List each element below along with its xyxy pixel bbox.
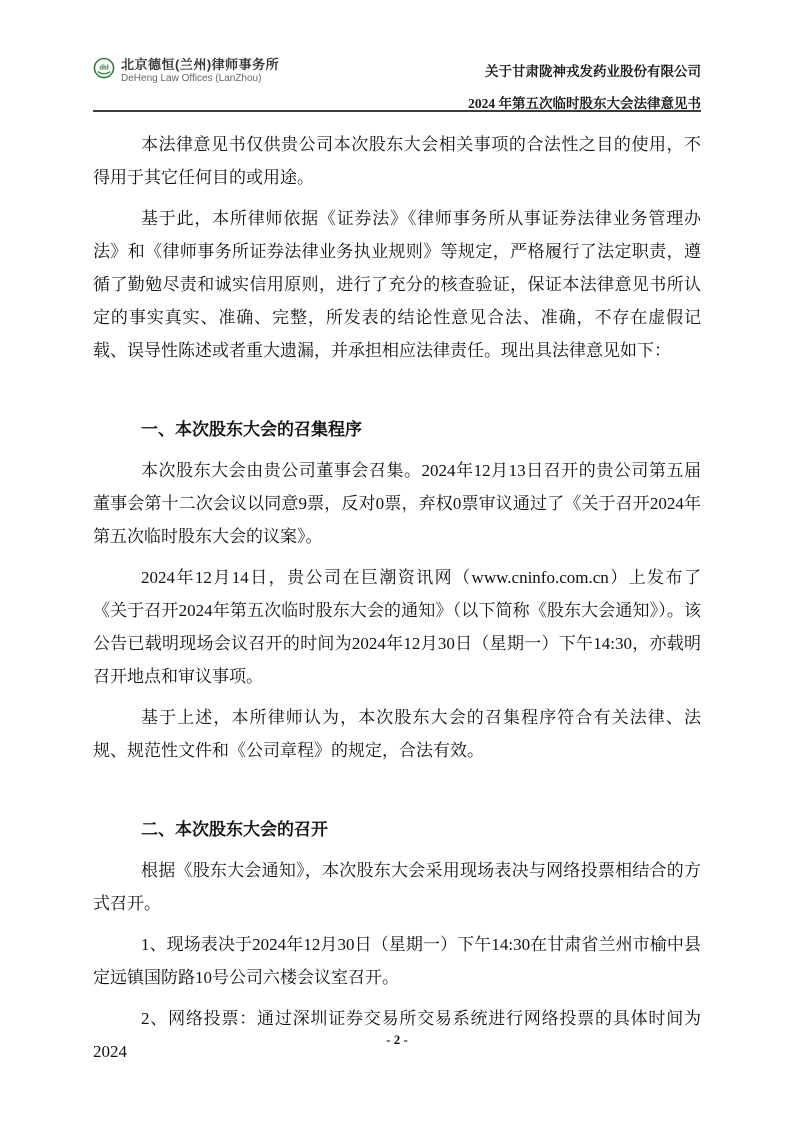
paragraph-usage-restriction: 本法律意见书仅供贵公司本次股东大会相关事项的合法性之目的使用，不得用于其它任何目的或用途。 <box>93 135 701 187</box>
paragraph-online-voting-details: 2、网络投票：通过深圳证券交易所交易系统进行网络投票的具体时间为2024 <box>93 1009 701 1061</box>
firm-name-chinese: 北京德恒(兰州)律师事务所 <box>121 57 280 72</box>
document-body <box>93 112 701 1068</box>
page-footer <box>0 1032 794 1048</box>
document-reference <box>468 56 701 120</box>
paragraph-meeting-notice-publication: 2024年12月14日，贵公司在巨潮资讯网（www.cninfo.com.cn）上发布了《关于召开2024年第五次临时股东大会的通知》（以下简称《股东大会通知》）。该公告已载明现场会议召开的时间为2024年12月30日（星期一）下午14:30，亦载明召开地点和审议事项。 <box>93 568 701 686</box>
paragraph-lawyer-duty-statement: 基于此，本所律师依据《证券法》《律师事务所从事证券法律业务管理办法》和《律师事务所证券法律业务执业规则》等规定，严格履行了法定职责，遵循了勤勉尽责和诚实信用原则，进行了充分的核查验证，保证本法律意见书所认定的事实真实、准确、完整，所发表的结论性意见合法、准确，不存在虚假记载、误导性陈述或者重大遗漏，并承担相应法律责任。现出具法律意见如下： <box>93 209 701 360</box>
svg-text:dhl: dhl <box>99 64 109 72</box>
paragraph-convening-conclusion: 基于上述，本所律师认为，本次股东大会的召集程序符合有关法律、法规、规范性文件和《公司章程》的规定，合法有效。 <box>93 708 701 760</box>
section-heading-meeting-holding: 二、本次股东大会的召开 <box>141 820 328 839</box>
paragraph-board-resolution: 本次股东大会由贵公司董事会召集。2024年12月13日召开的贵公司第五届董事会第十二次会议以同意9票，反对0票，弃权0票审议通过了《关于召开2024年第五次临时股东大会的议案》。 <box>93 461 701 546</box>
page-number: - 2 - <box>386 1032 408 1047</box>
section-heading-convening-procedure: 一、本次股东大会的召集程序 <box>141 420 362 439</box>
paragraph-onsite-voting-details: 1、现场表决于2024年12月30日（星期一）下午14:30在甘肃省兰州市榆中县定远镇国防路10号公司六楼会议室召开。 <box>93 935 701 987</box>
doc-ref-title-line: 2024 年第五次临时股东大会法律意见书 <box>468 96 701 111</box>
law-firm-identity <box>93 55 279 85</box>
deheng-law-seal-icon <box>93 57 115 79</box>
doc-ref-company-line: 关于甘肃陇神戎发药业股份有限公司 <box>485 64 701 79</box>
page-header <box>93 55 701 110</box>
firm-name-block <box>121 57 279 85</box>
paragraph-meeting-method: 根据《股东大会通知》，本次股东大会采用现场表决与网络投票相结合的方式召开。 <box>93 861 701 913</box>
firm-name-english: DeHeng Law Offices (LanZhou) <box>121 73 262 84</box>
